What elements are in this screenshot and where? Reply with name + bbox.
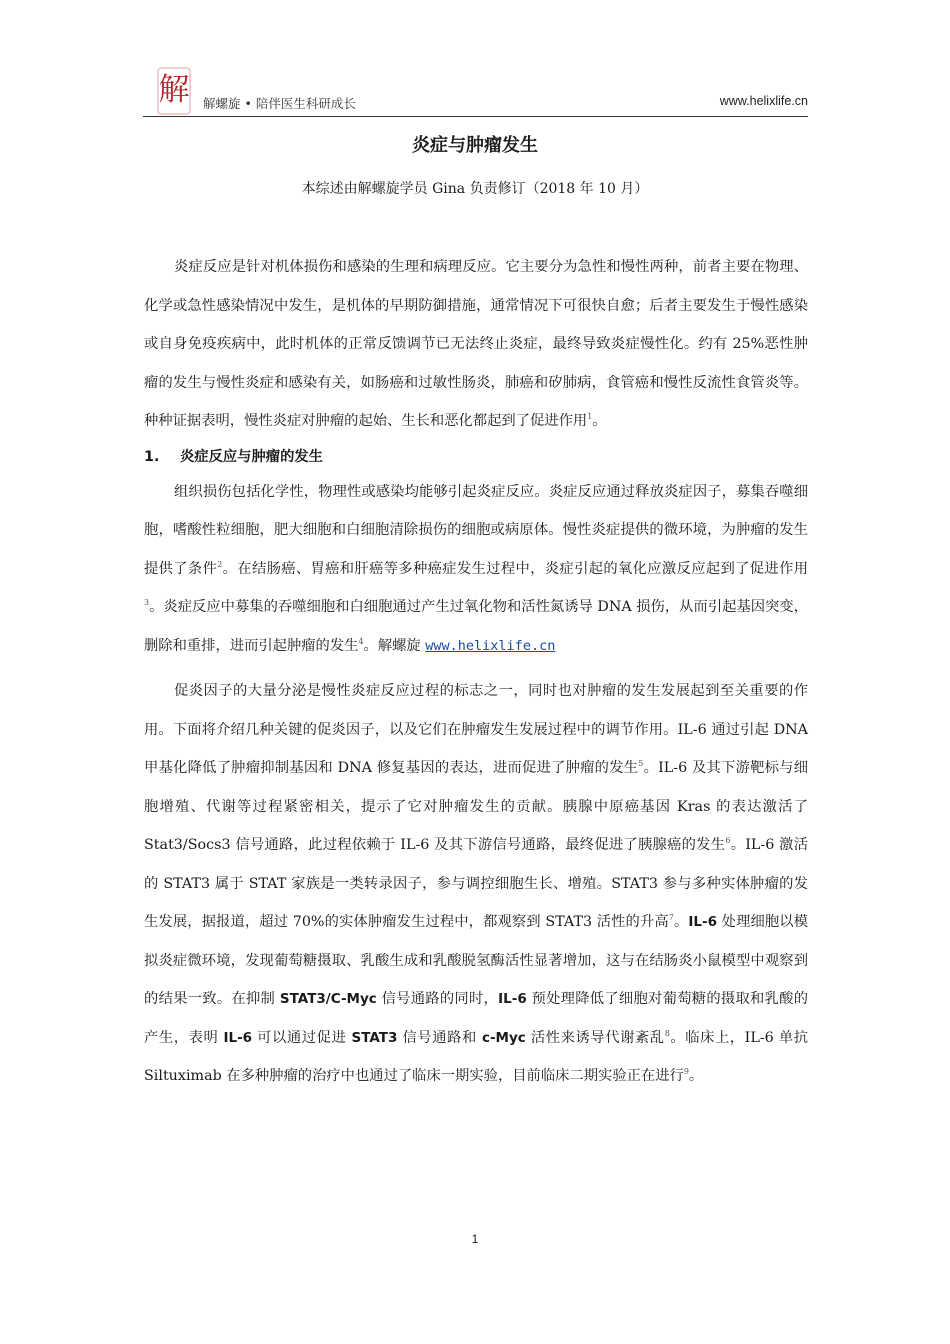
citation: 9 bbox=[683, 1067, 689, 1077]
header-divider bbox=[143, 116, 808, 117]
citation: 1 bbox=[587, 412, 593, 422]
helixlife-link[interactable]: www.helixlife.cn bbox=[425, 637, 556, 654]
document-body bbox=[144, 248, 808, 1096]
document-title: 炎症与肿瘤发生 bbox=[412, 135, 538, 156]
logo-glyph: 解 bbox=[158, 72, 190, 108]
helixlife-logo bbox=[157, 66, 191, 116]
citation: 5 bbox=[638, 759, 644, 769]
section-title: 炎症反应与肿瘤的发生 bbox=[180, 448, 323, 465]
section-heading bbox=[144, 441, 808, 473]
section-number: 1. bbox=[144, 448, 160, 465]
intro-paragraph: 炎症反应是针对机体损伤和感染的生理和病理反应。它主要分为急性和慢性两种，前者主要在物理、化学或急性感染情况中发生，是机体的早期防御措施，通常情况下可很快自愈；后者主要发生于慢性感染或自身免疫疾病中，此时机体的正常反馈调节已无法终止炎症，最终导致炎症慢性化。约有 25%恶性肿瘤的发生与慢性炎症和感染有关，如肠癌和过敏性肠炎，肺癌和矽肺病，食管癌和慢性反流性食管炎等。种种证据表明，慢性炎症对肿瘤的起始、生长和恶化都起到了促进作用$^1$。 bbox=[144, 259, 808, 429]
header-url: www.helixlife.cn bbox=[719, 94, 808, 108]
citation: 6 bbox=[725, 836, 731, 846]
citation: 4 bbox=[358, 636, 364, 646]
citation: 7 bbox=[668, 913, 674, 923]
section1-paragraph-2: 促炎因子的大量分泌是慢性炎症反应过程的标志之一，同时也对肿瘤的发生发展起到至关重要的作用。下面将介绍几种关键的促炎因子，以及它们在肿瘤发生发展过程中的调节作用。IL-6 通过引起 DNA 甲基化降低了肿瘤抑制基因和 DNA 修复基因的表达，进而促进了肿瘤的发生$^5$。IL-6 及其下游靶标与细胞增殖、代谢等过程紧密相关，提示了它对肿瘤发生的贡献。胰腺中原癌基因 Kras 的表达激活了 Stat3/Socs3 信号通路，此过程依赖于 IL-6 及其下游信号通路，最终促进了胰腺癌的发生$^6$。IL-6 激活的 STAT3 属于 STAT 家族是一类转录因子，参与调控细胞生长、增殖。STAT3 参与多种实体肿瘤的发生发展，据报道，超过 70%的实体肿瘤发生过程中，都观察到 STAT3 活性的升高$^7$。IL-6 处理细胞以模拟炎症微环境，发现葡萄糖摄取、乳酸生成和乳酸脱氢酶活性显著增加，这与在结肠炎小鼠模型中观察到的结果一致。在抑制 STAT3/C-Myc 信号通路的同时，IL-6 预处理降低了细胞对葡萄糖的摄取和乳酸的产生，表明 IL-6 可以通过促进 STAT3 信号通路和 c-Myc 活性来诱导代谢紊乱$^8$。临床上，IL-6 单抗 Siltuximab 在多种肿瘤的治疗中也通过了临床一期实验，目前临床二期实验正在进行$^9$。 bbox=[144, 683, 809, 1084]
citation: 8 bbox=[664, 1028, 670, 1038]
document-subtitle: 本综述由解螺旋学员 Gina 负责修订（2018 年 10 月） bbox=[301, 181, 649, 197]
page-number: 1 bbox=[471, 1232, 479, 1246]
citation: 2 bbox=[217, 559, 223, 569]
page-header bbox=[143, 58, 808, 118]
header-tagline: 解螺旋 • 陪伴医生科研成长 bbox=[203, 96, 356, 111]
section1-paragraph-1: 组织损伤包括化学性，物理性或感染均能够引起炎症反应。炎症反应通过释放炎症因子，募集吞噬细胞，嗜酸性粒细胞，肥大细胞和白细胞清除损伤的细胞或病原体。慢性炎症提供的微环境，为肿瘤的发生提供了条件$^2$。在结肠癌、胃癌和肝癌等多种癌症发生过程中，炎症引起的氧化应激反应起到了促进作用$^3$。炎症反应中募集的吞噬细胞和白细胞通过产生过氧化物和活性氮诱导 DNA 损伤，从而引起基因突变，删除和重排，进而引起肿瘤的发生$^4$。解螺旋 www.helixlife.cn bbox=[144, 483, 809, 654]
citation: 3 bbox=[144, 598, 150, 608]
